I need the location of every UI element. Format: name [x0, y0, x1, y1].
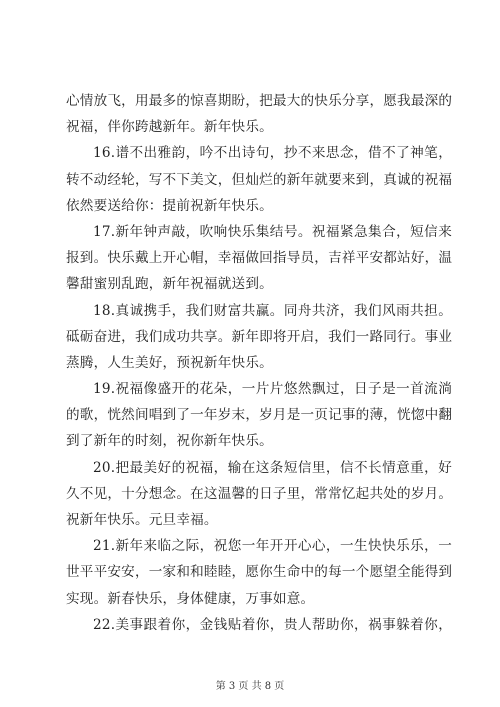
text-line: 报到。快乐戴上开心帽，幸福做回指导员，吉祥平安都站好，温 — [66, 250, 453, 267]
text-line: 到了新年的时刻，祝你新年快乐。 — [66, 433, 273, 450]
text-line: 祝福，伴你跨越新年。新年快乐。 — [66, 119, 273, 136]
text-line: 18.真诚携手，我们财富共赢。同舟共济，我们风雨共担。 — [93, 302, 452, 319]
text-line: 16.谱不出雅韵，吟不出诗句，抄不来思念，借不了神笔， — [93, 145, 452, 162]
text-line: 的歌，恍然间唱到了一年岁末，岁月是一页记事的薄，恍惚中翻 — [66, 407, 453, 424]
text-line: 蒸腾，人生美好，预祝新年快乐。 — [66, 354, 273, 371]
text-line: 转不动经轮，写不下美文，但灿烂的新年就要来到，真诚的祝福 — [66, 171, 453, 188]
text-line: 久不见，十分想念。在这温馨的日子里，常常忆起共处的岁月。 — [66, 485, 453, 502]
text-line: 21.新年来临之际，祝您一年开开心心，一生快快乐乐，一 — [93, 538, 452, 555]
text-line: 砥砺奋进，我们成功共享。新年即将开启，我们一路同行。事业 — [66, 328, 453, 345]
text-line: 实现。新春快乐，身体健康，万事如意。 — [66, 590, 315, 607]
page-footer: 第 3 页 共 8 页 — [215, 681, 285, 692]
body-text — [66, 88, 452, 638]
text-line: 20.把最美好的祝福，输在这条短信里，信不长情意重，好 — [93, 459, 452, 476]
text-line: 19.祝福像盛开的花朵，一片片悠然飘过，日子是一首流淌 — [93, 381, 452, 398]
text-line: 馨甜蜜别乱跑，新年祝福就送到。 — [66, 276, 273, 293]
text-line: 祝新年快乐。元旦幸福。 — [66, 512, 218, 528]
text-line: 依然要送给你：提前祝新年快乐。 — [66, 197, 273, 214]
text-line: 世平平安安，一家和和睦睦，愿你生命中的每一个愿望全能得到 — [66, 564, 453, 581]
text-line: 17.新年钟声敲，吹响快乐集结号。祝福紧急集合，短信来 — [93, 223, 452, 240]
text-line: 心情放飞，用最多的惊喜期盼，把最大的快乐分享，愿我最深的 — [66, 93, 453, 109]
text-line: 22.美事跟着你，金钱贴着你，贵人帮助你，祸事躲着你， — [93, 616, 452, 633]
